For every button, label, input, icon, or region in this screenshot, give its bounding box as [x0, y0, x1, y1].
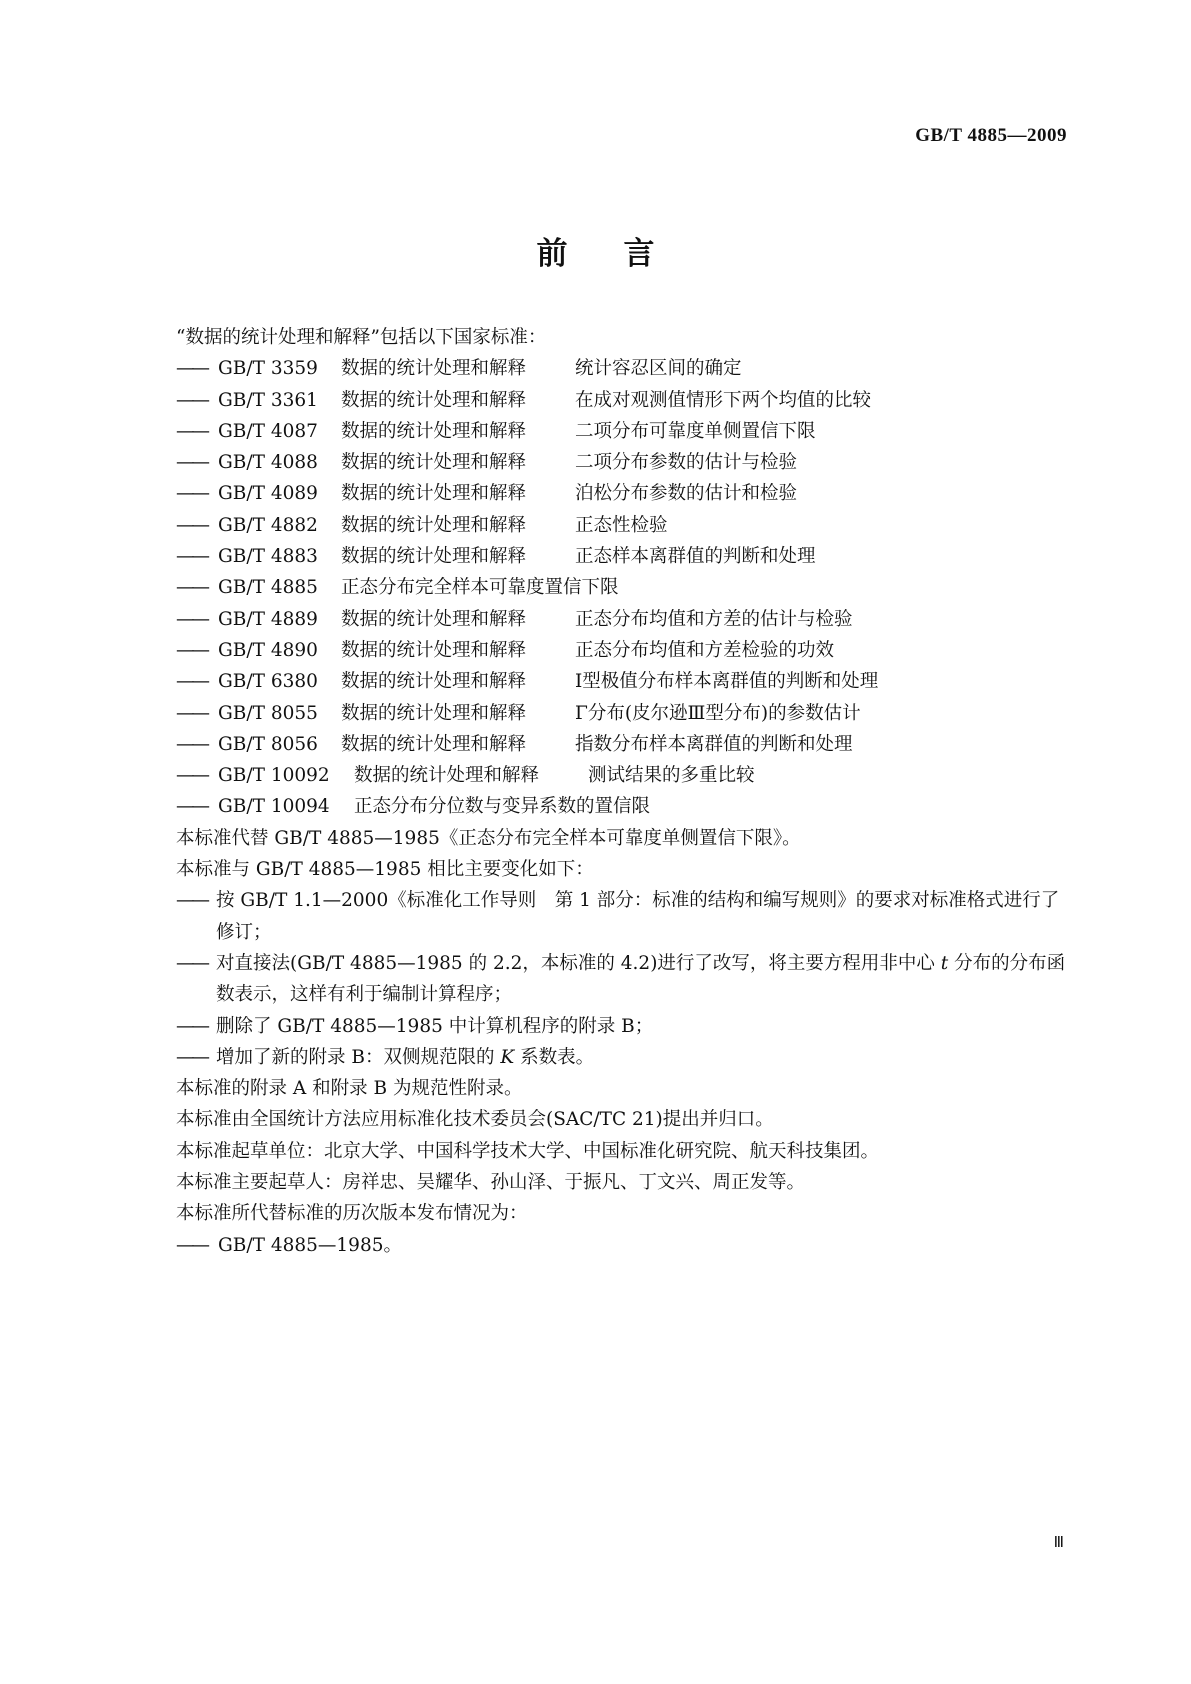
standard-item — [176, 760, 1066, 791]
change-text: 对直接法(GB/T 4885—1985 的 2.2，本标准的 4.2)进行了改写，将主要方程用非中心 — [216, 952, 941, 974]
variable-t: t — [940, 952, 949, 974]
dash: —— — [176, 639, 207, 661]
standard-title: 二项分布参数的估计与检验 — [575, 452, 798, 474]
foreword-body — [176, 322, 1066, 1261]
standard-title: Γ分布(皮尔逊Ⅲ型分布)的参数估计 — [575, 702, 861, 724]
standard-code: GB/T 4885 — [218, 577, 318, 599]
standard-item — [176, 416, 1066, 447]
dash: —— — [176, 733, 207, 755]
history-item — [176, 1230, 1066, 1261]
standard-title: 二项分布可靠度单侧置信下限 — [575, 420, 816, 442]
standard-item — [176, 635, 1066, 666]
intro-line: “数据的统计处理和解释”包括以下国家标准： — [176, 327, 547, 348]
standard-series: 数据的统计处理和解释 — [341, 639, 527, 661]
history-text: GB/T 4885—1985。 — [218, 1234, 402, 1256]
standard-title: 正态分布分位数与变异系数的置信限 — [354, 796, 651, 818]
drafting-units: 本标准起草单位：北京大学、中国科学技术大学、中国标准化研究院、航天科技集团。 — [176, 1140, 880, 1162]
standard-item — [176, 510, 1066, 541]
dash: —— — [176, 796, 207, 818]
standard-code: GB/T 3359 — [218, 358, 318, 380]
standard-series: 数据的统计处理和解释 — [341, 483, 527, 505]
dash: —— — [176, 952, 207, 974]
standard-series: 数据的统计处理和解释 — [341, 702, 527, 724]
standard-title: 统计容忍区间的确定 — [575, 358, 742, 380]
annex-note: 本标准的附录 A 和附录 B 为规范性附录。 — [176, 1078, 523, 1100]
standard-code: GB/T 10094 — [218, 796, 330, 818]
change-text: 分布的分布函数表示，这样有利于编制计算程序； — [216, 952, 1066, 1006]
dash: —— — [176, 577, 207, 599]
dash: —— — [176, 1046, 207, 1068]
change-text: 删除了 GB/T 4885—1985 中计算机程序的附录 B； — [216, 1015, 654, 1037]
change-text: 增加了新的附录 B：双侧规范限的 — [216, 1046, 501, 1068]
standard-code: GB/T 8056 — [218, 733, 318, 755]
dash: —— — [176, 1234, 207, 1256]
standard-code: GB/T 4883 — [218, 546, 318, 568]
dash: —— — [176, 389, 207, 411]
change-item — [176, 948, 1066, 1011]
dash: —— — [176, 765, 207, 787]
drafters: 本标准主要起草人：房祥忠、吴耀华、孙山泽、于振凡、丁文兴、周正发等。 — [176, 1172, 806, 1194]
standard-series: 数据的统计处理和解释 — [341, 608, 527, 630]
standard-item — [176, 541, 1066, 572]
standard-code: GB/T 4089 — [218, 483, 318, 505]
dash: —— — [176, 420, 207, 442]
dash: —— — [176, 702, 207, 724]
proposed-by: 本标准由全国统计方法应用标准化技术委员会(SAC/TC 21)提出并归口。 — [176, 1109, 774, 1131]
dash: —— — [176, 358, 207, 380]
dash: —— — [176, 1015, 207, 1037]
standard-code: GB/T 10092 — [218, 765, 330, 787]
standard-series: 数据的统计处理和解释 — [341, 733, 527, 755]
dash: —— — [176, 890, 207, 912]
standard-title: 正态样本离群值的判断和处理 — [575, 546, 816, 568]
standard-item — [176, 478, 1066, 509]
standard-series: 数据的统计处理和解释 — [354, 765, 540, 787]
standard-code: GB/T 4889 — [218, 608, 318, 630]
standard-title: 正态分布均值和方差检验的功效 — [575, 639, 835, 661]
standard-item — [176, 572, 1066, 603]
standard-series: 数据的统计处理和解释 — [341, 514, 527, 536]
standard-title: 正态性检验 — [575, 514, 668, 536]
standard-title: 正态分布完全样本可靠度置信下限 — [341, 577, 619, 599]
standard-item — [176, 791, 1066, 822]
replaces-statement: 本标准代替 GB/T 4885—1985《正态分布完全样本可靠度单侧置信下限》。 — [176, 827, 801, 849]
variable-k: K — [500, 1046, 515, 1068]
standard-item — [176, 447, 1066, 478]
dash: —— — [176, 452, 207, 474]
standard-code: GB/T 6380 — [218, 671, 318, 693]
change-text: 系数表。 — [514, 1046, 595, 1068]
standard-code: GB/T 4088 — [218, 452, 318, 474]
page-title: 前言 — [536, 236, 711, 272]
change-item — [176, 1011, 1066, 1042]
standard-title: 指数分布样本离群值的判断和处理 — [575, 733, 853, 755]
standard-code: GB/T 8055 — [218, 702, 318, 724]
standard-code: GB/T 3361 — [218, 389, 318, 411]
standard-title: Ⅰ型极值分布样本离群值的判断和处理 — [575, 671, 879, 693]
standard-item — [176, 353, 1066, 384]
standard-item — [176, 604, 1066, 635]
history-intro: 本标准所代替标准的历次版本发布情况为： — [176, 1203, 528, 1225]
change-item — [176, 885, 1066, 948]
standard-item — [176, 385, 1066, 416]
dash: —— — [176, 483, 207, 505]
dash: —— — [176, 546, 207, 568]
standard-item — [176, 729, 1066, 760]
standard-code-header: GB/T 4885—2009 — [915, 125, 1067, 146]
standard-item — [176, 666, 1066, 697]
changes-intro: 本标准与 GB/T 4885—1985 相比主要变化如下： — [176, 859, 594, 881]
standard-code: GB/T 4882 — [218, 514, 318, 536]
standard-item — [176, 698, 1066, 729]
standard-series: 数据的统计处理和解释 — [341, 358, 527, 380]
dash: —— — [176, 608, 207, 630]
standard-title: 在成对观测值情形下两个均值的比较 — [575, 389, 872, 411]
page-number: Ⅲ — [1053, 1535, 1064, 1551]
standard-code: GB/T 4890 — [218, 639, 318, 661]
dash: —— — [176, 671, 207, 693]
standard-series: 数据的统计处理和解释 — [341, 671, 527, 693]
standard-title: 测试结果的多重比较 — [588, 765, 755, 787]
dash: —— — [176, 514, 207, 536]
standard-series: 数据的统计处理和解释 — [341, 452, 527, 474]
standard-title: 泊松分布参数的估计和检验 — [575, 483, 798, 505]
standard-series: 数据的统计处理和解释 — [341, 546, 527, 568]
change-text: 按 GB/T 1.1—2000《标准化工作导则 第 1 部分：标准的结构和编写规则》的要求对标准格式进行了修订； — [216, 890, 1060, 943]
change-item — [176, 1042, 1066, 1073]
standard-code: GB/T 4087 — [218, 420, 318, 442]
standard-title: 正态分布均值和方差的估计与检验 — [575, 608, 853, 630]
standard-series: 数据的统计处理和解释 — [341, 389, 527, 411]
standard-series: 数据的统计处理和解释 — [341, 420, 527, 442]
standards-list — [176, 353, 1066, 822]
